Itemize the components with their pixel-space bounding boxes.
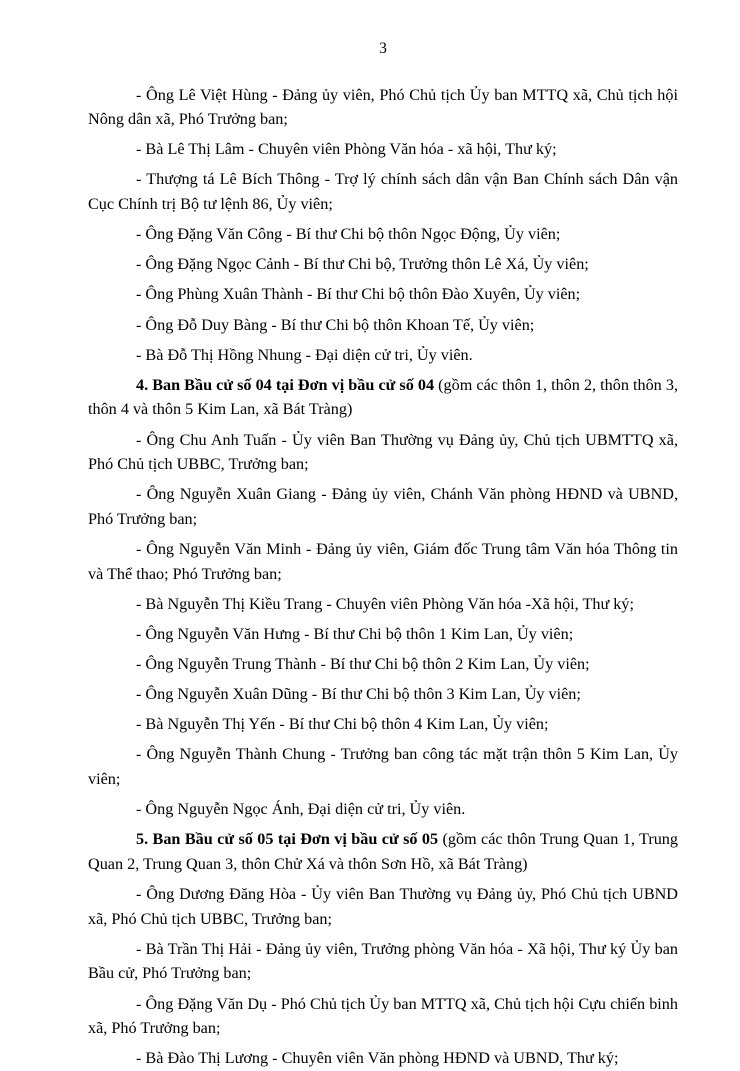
member-list-item: - Ông Nguyễn Văn Minh - Đảng ủy viên, Giám đốc Trung tâm Văn hóa Thông tin và Thể thao; Phó Trưởng ban;	[88, 540, 678, 583]
member-list-item: - Ông Đỗ Duy Bàng - Bí thư Chi bộ thôn Khoan Tế, Ủy viên;	[136, 315, 535, 334]
member-list-item: - Ông Chu Anh Tuấn - Ủy viên Ban Thường vụ Đảng ủy, Chủ tịch UBMTTQ xã, Phó Chủ tịch UBBC, Trưởng ban;	[88, 430, 678, 474]
member-list-item: - Ông Dương Đăng Hòa - Ủy viên Ban Thường vụ Đảng ủy, Phó Chủ tịch UBND xã, Phó Chủ tịch UBBC, Trưởng ban;	[88, 885, 678, 928]
section-heading-note: (gồm các thôn 1, thôn 2, thôn thôn 3, thôn 4 và thôn 5 Kim Lan, xã Bát Tràng)	[88, 375, 678, 419]
section-heading	[88, 827, 678, 876]
section-heading	[88, 373, 678, 422]
member-list-item: - Ông Đặng Ngọc Cảnh - Bí thư Chi bộ, Trưởng thôn Lê Xá, Ủy viên;	[136, 255, 589, 274]
member-list-item: - Bà Nguyễn Thị Yến - Bí thư Chi bộ thôn 4 Kim Lan, Ủy viên;	[136, 715, 549, 734]
member-list-item: - Ông Nguyễn Xuân Giang - Đảng ủy viên, Chánh Văn phòng HĐND và UBND, Phó Trưởng ban;	[88, 485, 678, 528]
member-list-item: - Ông Phùng Xuân Thành - Bí thư Chi bộ thôn Đào Xuyên, Ủy viên;	[136, 285, 581, 304]
member-list-item: - Ông Đặng Văn Công - Bí thư Chi bộ thôn Ngọc Động, Ủy viên;	[136, 225, 561, 244]
section-heading-note: (gồm các thôn Trung Quan 1, Trung Quan 2, Trung Quan 3, thôn Chử Xá và thôn Sơn Hồ, xã Bát Tràng)	[88, 830, 678, 873]
member-list-item: - Ông Nguyễn Ngọc Ánh, Đại diện cử tri, Ủy viên.	[136, 800, 466, 819]
member-list-item: - Ông Lê Việt Hùng - Đảng ủy viên, Phó Chủ tịch Ủy ban MTTQ xã, Chủ tịch hội Nông dân xã, Phó Trưởng ban;	[88, 85, 678, 129]
member-list-item: - Bà Đào Thị Lương - Chuyên viên Văn phòng HĐND và UBND, Thư ký;	[136, 1049, 619, 1068]
member-list-item: - Ông Nguyễn Thành Chung - Trưởng ban công tác mặt trận thôn 5 Kim Lan, Ủy viên;	[88, 745, 678, 789]
member-list-item: - Ông Nguyễn Xuân Dũng - Bí thư Chi bộ thôn 3 Kim Lan, Ủy viên;	[136, 685, 581, 704]
section-heading-title: 5. Ban Bầu cử số 05 tại Đơn vị bầu cử số 05	[136, 830, 443, 849]
member-list-item: - Ông Đặng Văn Dụ - Phó Chủ tịch Ủy ban MTTQ xã, Chủ tịch hội Cựu chiến binh xã, Phó Trưởng ban;	[88, 994, 678, 1038]
member-list-item: - Bà Nguyễn Thị Kiều Trang - Chuyên viên Phòng Văn hóa -Xã hội, Thư ký;	[136, 594, 634, 613]
member-list-item: - Thượng tá Lê Bích Thông - Trợ lý chính sách dân vận Ban Chính sách Dân vận Cục Chính trị Bộ tư lệnh 86, Ủy viên;	[88, 170, 678, 214]
member-list-item: - Ông Nguyễn Văn Hưng - Bí thư Chi bộ thôn 1 Kim Lan, Ủy viên;	[136, 624, 574, 643]
member-list-item: - Ông Nguyễn Trung Thành - Bí thư Chi bộ thôn 2 Kim Lan, Ủy viên;	[136, 655, 590, 674]
member-list-item: - Bà Lê Thị Lâm - Chuyên viên Phòng Văn hóa - xã hội, Thư ký;	[136, 140, 557, 159]
document-body	[88, 83, 678, 1071]
member-list-item: - Bà Trần Thị Hải - Đảng ủy viên, Trưởng phòng Văn hóa - Xã hội, Thư ký Ủy ban Bầu cử, Phó Trưởng ban;	[88, 939, 678, 983]
member-list-item: - Bà Đỗ Thị Hồng Nhung - Đại diện cử tri, Ủy viên.	[136, 345, 473, 364]
section-heading-title: 4. Ban Bầu cử số 04 tại Đơn vị bầu cử số 04	[136, 375, 439, 394]
page-number: 3	[379, 40, 387, 57]
